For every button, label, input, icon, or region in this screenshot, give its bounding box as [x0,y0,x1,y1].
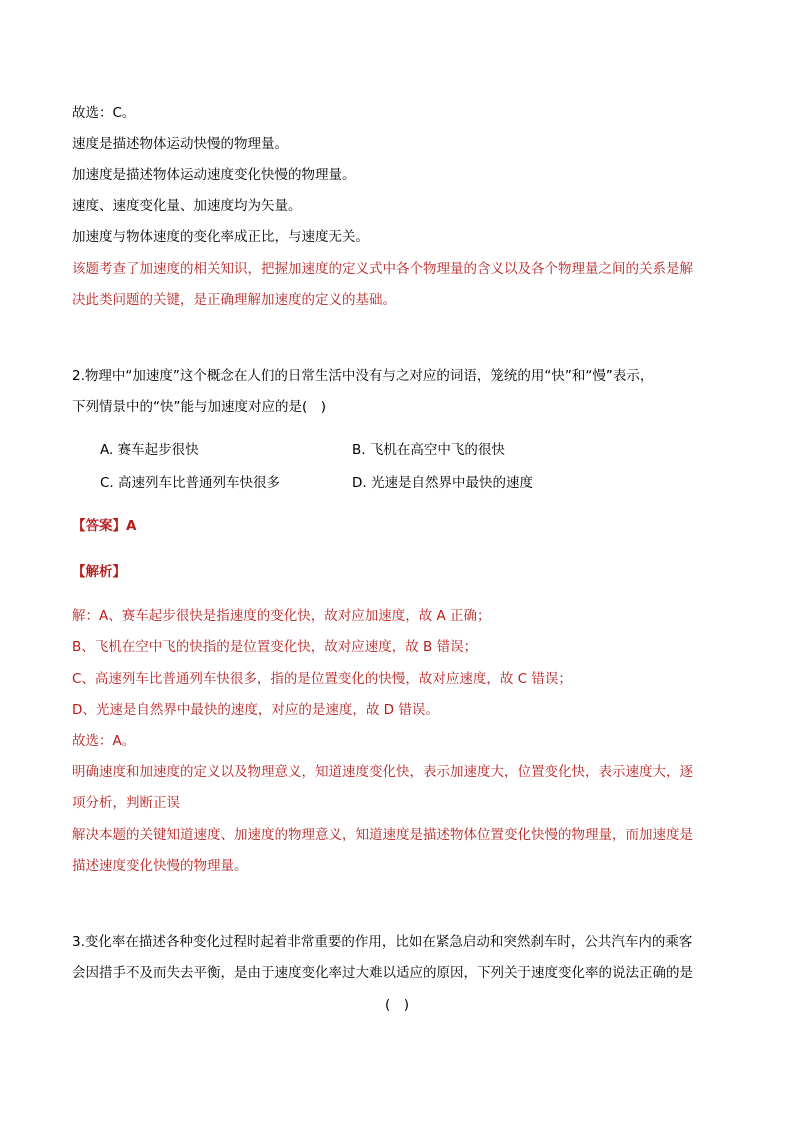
q2-analysis-line-5: 故选：A。 [72,733,136,749]
q2-stem-2: 下列情景中的“快”能与加速度对应的是( ) [72,399,327,415]
q2-stem-1: 2.物理中“加速度”这个概念在人们的日常生活中没有与之对应的词语，笼统的用“快”和“慢”表示， [72,368,654,384]
s1-line-4: 速度、速度变化量、加速度均为矢量。 [72,198,302,214]
q2-option-a: A. 赛车起步很快 [100,442,199,458]
q2-option-c: C. 高速列车比普通列车快很多 [100,475,281,491]
q2-analysis-line-4: D、光速是自然界中最快的速度，对应的是速度，故 D 错误。 [72,702,439,718]
q2-option-d: D. 光速是自然界中最快的速度 [352,475,533,491]
s1-line-3: 加速度是描述物体运动速度变化快慢的物理量。 [72,167,356,183]
q2-analysis-line-2: B、飞机在空中飞的快指的是位置变化快，故对应速度，故 B 错误； [72,639,478,655]
answer-value: A [126,518,137,534]
q2-answer [72,516,136,536]
s1-line-2: 速度是描述物体运动快慢的物理量。 [72,136,288,152]
s1-line-1: 故选：C。 [72,105,136,121]
s1-line-5: 加速度与物体速度的变化率成正比，与速度无关。 [72,229,369,245]
q2-option-b: B. 飞机在高空中飞的很快 [352,442,505,458]
q2-analysis-line-1: 解：A、赛车起步很快是指速度的变化快，故对应加速度，故 A 正确； [72,608,491,624]
q2-analysis-line-3: C、高速列车比普通列车快很多，指的是位置变化的快慢，故对应速度，故 C 错误； [72,671,572,687]
q3-stem-3: ( ) [384,997,410,1013]
s1-line-7: 决此类问题的关键，是正确理解加速度的定义的基础。 [72,292,396,308]
q2-analysis-heading [72,562,126,582]
q2-analysis-line-6: 明确速度和加速度的定义以及物理意义，知道速度变化快，表示加速度大，位置变化快，表示速度大，逐 [72,764,693,780]
answer-label: 【答案】 [72,518,126,534]
q2-analysis-line-8: 解决本题的关键知道速度、加速度的物理意义，知道速度是描述物体位置变化快慢的物理量，而加速度是 [72,827,693,843]
q2-analysis-line-7: 项分析，判断正误 [72,795,180,811]
q2-analysis-line-9: 描述速度变化快慢的物理量。 [72,858,248,874]
q3-stem-2: 会因措手不及而失去平衡，是由于速度变化率过大难以适应的原因，下列关于速度变化率的说法正确的是 [72,965,693,981]
s1-line-6: 该题考查了加速度的相关知识，把握加速度的定义式中各个物理量的含义以及各个物理量之间的关系是解 [72,261,693,277]
q3-stem-1: 3.变化率在描述各种变化过程时起着非常重要的作用，比如在紧急启动和突然刹车时，公共汽车内的乘客 [72,934,693,950]
analysis-label: 【解析】 [72,564,126,580]
